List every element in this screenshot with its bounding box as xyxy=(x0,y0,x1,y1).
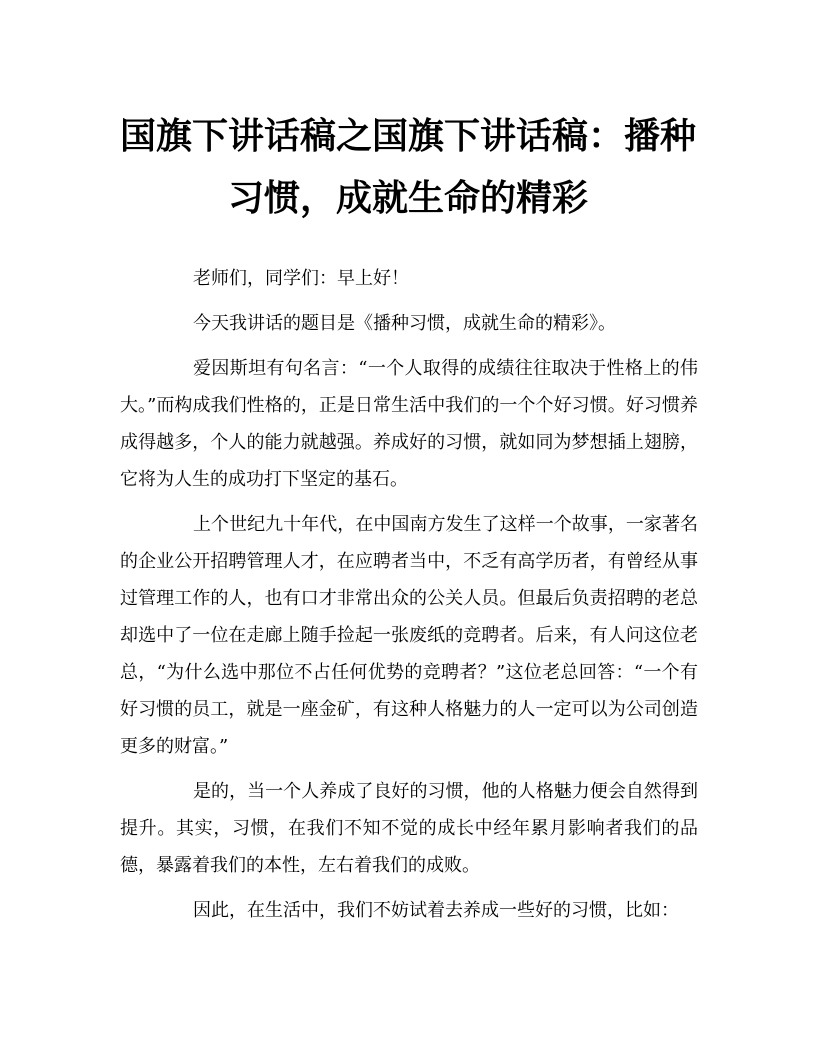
paragraph-conclusion: 因此，在生活中，我们不妨试着去养成一些好的习惯，比如： xyxy=(193,900,679,921)
paragraph-story: 上个世纪九十年代，在中国南方发生了这样一个故事，一家著名的企业公开招聘管理人才，在应聘者当中，不乏有高学历者，有曾经从事过管理工作的人，也有口才非常出众的公关人员。但最后负责招聘的老总却选中了一位在走廊上随手捡起一张废纸的竞聘者。后来，有人问这位老总，“为什么选中那位不占任何优势的竞聘者？”这位老总回答：“一个有好习惯的员工，就是一座金矿，有这种人格魅力的人一定可以为公司创造更多的财富。” xyxy=(120,514,698,757)
paragraph-einstein-quote: 爱因斯坦有句名言：“一个人取得的成绩往往取决于性格上的伟大。”而构成我们性格的，正是日常生活中我们的一个个好习惯。好习惯养成得越多，个人的能力就越强。养成好的习惯，就如同为梦想插上翅膀，它将为人生的成功打下坚定的基石。 xyxy=(120,358,698,490)
paragraph-reflection: 是的，当一个人养成了良好的习惯，他的人格魅力便会自然得到提升。其实，习惯，在我们不知不觉的成长中经年累月影响者我们的品德，暴露着我们的本性，左右着我们的成败。 xyxy=(120,781,698,876)
paragraph-greeting: 老师们，同学们：早上好！ xyxy=(193,268,409,289)
paragraph-topic: 今天我讲话的题目是《播种习惯，成就生命的精彩》。 xyxy=(193,313,616,334)
document-title: 国旗下讲话稿之国旗下讲话稿：播种习惯，成就生命的精彩 xyxy=(119,116,696,219)
document-body xyxy=(120,260,698,937)
